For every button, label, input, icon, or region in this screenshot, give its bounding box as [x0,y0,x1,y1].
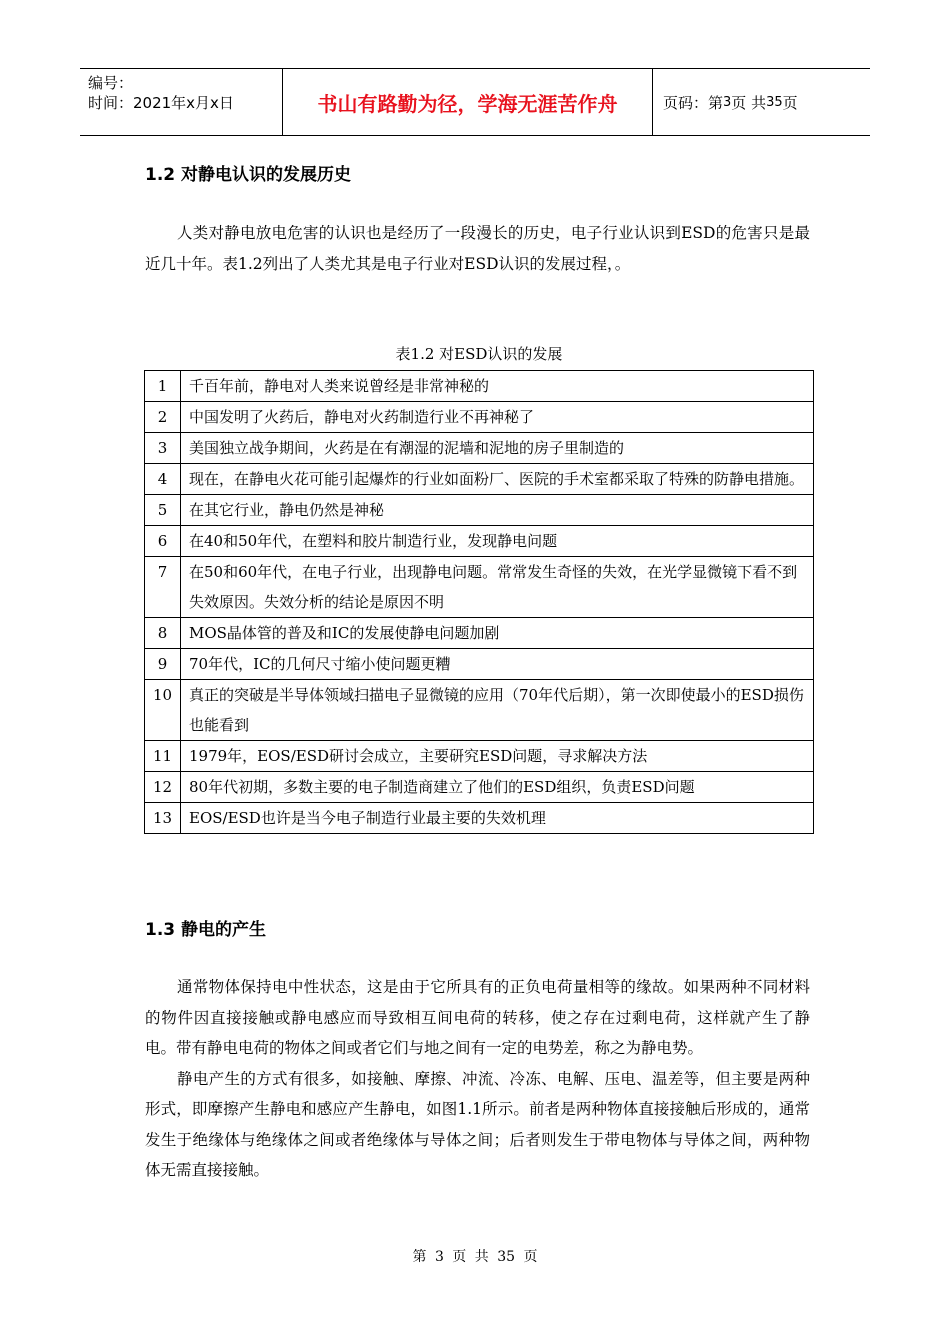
date-label: 时间：2021年x月x日 [88,94,234,112]
row-text: 1979年，EOS/ESD研讨会成立，主要研究ESD问题，寻求解决方法 [181,741,814,772]
intro-paragraph-text: 人类对静电放电危害的认识也是经历了一段漫长的历史，电子行业认识到ESD的危害只是最近几十年。表1.2列出了人类尤其是电子行业对ESD认识的发展过程，。 [145,224,810,273]
row-text: 在其它行业，静电仍然是神秘 [181,495,814,526]
row-text: 在50和60年代，在电子行业，出现静电问题。常常发生奇怪的失效，在光学显微镜下看不到失效原因。失效分析的结论是原因不明 [181,557,814,618]
row-number: 1 [145,371,181,402]
page-number: 3 [723,94,732,110]
row-text: 80年代初期，多数主要的电子制造商建立了他们的ESD组织，负责ESD问题 [181,772,814,803]
row-text: 千百年前，静电对人类来说曾经是非常神秘的 [181,371,814,402]
table-row [145,772,814,803]
header-page-cell [653,69,870,135]
row-number: 13 [145,803,181,834]
row-number: 11 [145,741,181,772]
row-text: 中国发明了火药后，静电对火药制造行业不再神秘了 [181,402,814,433]
row-number: 8 [145,618,181,649]
row-number: 6 [145,526,181,557]
motto-text: 书山有路勤为径，学海无涯苦作舟 [317,91,618,116]
page-header [80,68,870,136]
generation-paragraphs [145,972,810,1186]
header-info-cell [80,69,282,135]
row-text: MOS晶体管的普及和IC的发展使静电问题加剧 [181,618,814,649]
row-number: 4 [145,464,181,495]
table-row [145,371,814,402]
table-row [145,495,814,526]
table-row [145,803,814,834]
intro-paragraph [145,218,810,279]
table-row [145,526,814,557]
generation-paragraph-1: 通常物体保持电中性状态，这是由于它所具有的正负电荷量相等的缘故。如果两种不同材料的物件因直接接触或静电感应而导致相互间电荷的转移，使之存在过剩电荷，这样就产生了静电。带有静电电荷的物体之间或者它们与地之间有一定的电势差，称之为静电势。 [145,978,810,1057]
row-text: 美国独立战争期间，火药是在有潮湿的泥墙和泥地的房子里制造的 [181,433,814,464]
row-text: 在40和50年代，在塑料和胶片制造行业，发现静电问题 [181,526,814,557]
page-mid: 页 共 [731,93,767,112]
section-title-1-2: 1.2 对静电认识的发展历史 [145,165,352,185]
row-number: 2 [145,402,181,433]
page-footer: 第 3 页 共 35 页 [412,1249,538,1265]
row-text: 真正的突破是半导体领域扫描电子显微镜的应用（70年代后期），第一次即使最小的ESD损伤也能看到 [181,680,814,741]
row-number: 10 [145,680,181,741]
table-row [145,402,814,433]
table-caption: 表1.2 对ESD认识的发展 [395,345,563,363]
row-number: 3 [145,433,181,464]
table-row [145,618,814,649]
page-suffix: 页 [782,93,798,112]
row-text: 现在，在静电火花可能引起爆炸的行业如面粉厂、医院的手术室都采取了特殊的防静电措施。 [181,464,814,495]
section-title-1-3: 1.3 静电的产生 [145,920,267,940]
row-number: 7 [145,557,181,618]
table-row [145,680,814,741]
row-number: 5 [145,495,181,526]
serial-label: 编号： [88,74,134,92]
row-number: 9 [145,649,181,680]
page-total: 35 [766,94,783,110]
header-motto-cell [282,69,653,135]
table-row [145,557,814,618]
generation-paragraph-2: 静电产生的方式有很多，如接触、摩擦、冲流、冷冻、电解、压电、温差等，但主要是两种形式，即摩擦产生静电和感应产生静电，如图1.1所示。前者是两种物体直接接触后形成的，通常发生于绝缘体与绝缘体之间或者绝缘体与导体之间；后者则发生于带电物体与导体之间，两种物体无需直接接触。 [145,1069,810,1179]
table-row [145,741,814,772]
esd-history-table [144,370,814,834]
row-text: EOS/ESD也许是当今电子制造行业最主要的失效机理 [181,803,814,834]
table-row [145,649,814,680]
page-prefix: 页码：第 [663,93,724,112]
row-number: 12 [145,772,181,803]
table-row [145,464,814,495]
row-text: 70年代，IC的几何尺寸缩小使问题更糟 [181,649,814,680]
table-row [145,433,814,464]
